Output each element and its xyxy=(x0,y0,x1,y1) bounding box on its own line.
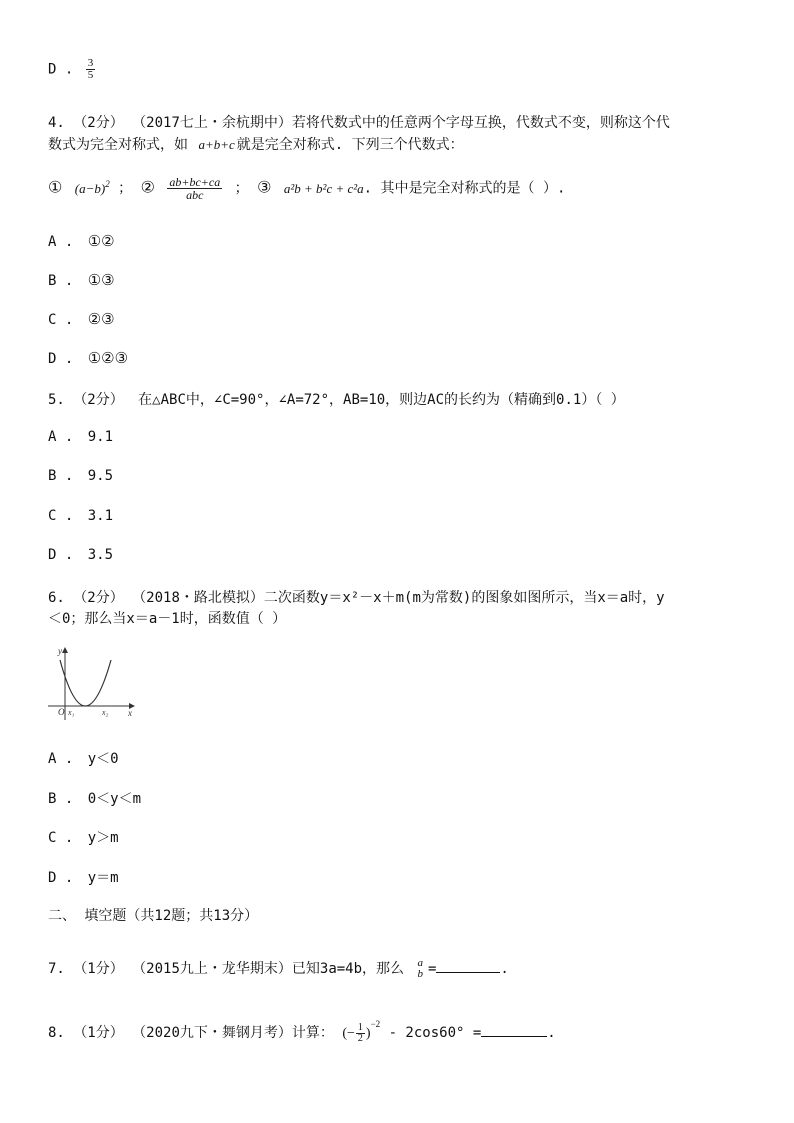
q5-option-d[interactable] xyxy=(48,547,113,563)
question-number: 6. xyxy=(48,590,65,606)
item-marker: ① xyxy=(48,177,63,197)
option-text: ②③ xyxy=(87,310,115,328)
q6-option-b[interactable] xyxy=(48,788,141,808)
q4-items-line xyxy=(48,176,565,201)
question-score: （2分） xyxy=(73,115,124,131)
math-close: ) xyxy=(365,1026,371,1041)
option-label: B . xyxy=(48,468,74,484)
option-label: C . xyxy=(48,312,74,328)
question-number: 4. xyxy=(48,115,65,131)
math-expression: (a−b) xyxy=(74,180,106,196)
option-label: C . xyxy=(48,508,74,524)
question-source: （2020九下・舞钢月考） xyxy=(132,1025,292,1041)
x2-label: x₂ xyxy=(102,708,109,717)
option-text: 9.5 xyxy=(87,468,114,484)
equals: = xyxy=(427,961,437,977)
option-text: 3.5 xyxy=(87,547,114,563)
question-score: （1分） xyxy=(73,1025,124,1041)
section-title: 二、 填空题（共12题；共13分） xyxy=(48,908,259,924)
question-source: （2018・路北模拟） xyxy=(132,590,264,606)
fraction-numerator: 3 xyxy=(87,57,94,69)
fraction-numerator: 1 xyxy=(357,1021,363,1033)
option-text: 3.1 xyxy=(87,508,114,524)
fraction xyxy=(167,176,222,201)
y-axis-label: y xyxy=(58,646,62,656)
option-text: y＜0 xyxy=(87,751,119,767)
fraction-denominator: abc xyxy=(186,188,204,202)
question-stem: 已知3a=4b，那么 xyxy=(291,961,405,977)
period: . xyxy=(500,961,509,977)
question-stem: 若将代数式中的任意两个字母互换，代数式不变，则称这个代 xyxy=(291,115,670,131)
option-label: B . xyxy=(48,273,74,289)
option-text: ①② xyxy=(87,232,115,250)
fraction-numerator: ab+bc+ca xyxy=(169,175,221,189)
question-tail: . 其中是完全对称式的是（ ）. xyxy=(363,180,566,197)
q6-stem-line1 xyxy=(48,587,665,607)
origin-label: O xyxy=(58,707,65,717)
question-number: 8. xyxy=(48,1025,65,1041)
q5-stem xyxy=(48,389,625,409)
q5-option-a[interactable] xyxy=(48,429,113,445)
math-open: (− xyxy=(342,1026,355,1041)
fraction-denominator: 2 xyxy=(357,1032,363,1044)
question-stem: ＜0；那么当x＝a－1时，函数值（ ） xyxy=(48,611,287,627)
q3-option-d xyxy=(48,58,95,81)
question-stem: 就是完全对称式. 下列三个代数式： xyxy=(236,137,464,153)
q4-option-a[interactable] xyxy=(48,232,115,250)
math-expression: a+b+c xyxy=(198,137,235,152)
q6-option-c[interactable] xyxy=(48,827,119,847)
fraction xyxy=(86,58,96,81)
option-label: D . xyxy=(48,547,74,563)
q8-stem xyxy=(48,1019,556,1044)
answer-blank[interactable] xyxy=(481,1024,547,1037)
option-text: 0＜y＜m xyxy=(87,791,142,807)
question-score: （1分） xyxy=(73,961,124,977)
fraction xyxy=(356,1023,365,1044)
q6-stem-line2 xyxy=(48,608,286,628)
exponent: 2 xyxy=(105,178,110,189)
q4-stem-line2 xyxy=(48,134,464,154)
question-number: 7. xyxy=(48,961,65,977)
x-axis-label: x xyxy=(128,708,132,718)
option-text: ①③ xyxy=(87,271,115,289)
separator: ； xyxy=(118,180,133,197)
q4-option-b[interactable] xyxy=(48,271,115,289)
question-tail: - 2cos60° = xyxy=(380,1025,482,1041)
item-marker: ② xyxy=(140,177,155,197)
separator: ； xyxy=(234,180,249,197)
q5-option-b[interactable] xyxy=(48,468,113,484)
fraction-denominator: 5 xyxy=(87,69,94,81)
option-text: 9.1 xyxy=(87,429,114,445)
q4-option-c[interactable] xyxy=(48,310,115,328)
option-label: B . xyxy=(48,791,74,807)
q5-option-c[interactable] xyxy=(48,508,113,524)
question-stem: 二次函数y＝x²－x＋m(m为常数)的图象如图所示，当x＝a时，y xyxy=(263,590,665,606)
fraction-denominator: b xyxy=(417,968,423,980)
question-score: （2分） xyxy=(73,392,124,408)
option-text: ①②③ xyxy=(87,349,129,367)
question-source: （2017七上・余杭期中） xyxy=(132,115,292,131)
question-stem: 数式为完全对称式，如 xyxy=(48,137,188,153)
fraction xyxy=(415,958,425,980)
question-stem: 计算： xyxy=(291,1025,334,1041)
option-label: D . xyxy=(48,870,74,886)
option-text: y＞m xyxy=(87,830,119,846)
question-number: 5. xyxy=(48,392,65,408)
option-label: C . xyxy=(48,830,74,846)
question-source: （2015九上・龙华期末） xyxy=(132,961,292,977)
option-label: D . xyxy=(48,61,74,78)
item-marker: ③ xyxy=(257,177,272,197)
math-expression: a²b + b²c + c²a xyxy=(283,180,364,196)
x1-label: x₁ xyxy=(68,708,75,717)
option-label: D . xyxy=(48,351,74,367)
q6-option-a[interactable] xyxy=(48,748,119,768)
option-text: y＝m xyxy=(87,870,119,886)
answer-blank[interactable] xyxy=(436,960,500,973)
parabola-graph xyxy=(44,642,144,722)
q7-stem xyxy=(48,958,509,980)
q4-option-d[interactable] xyxy=(48,349,128,367)
q4-stem-line1 xyxy=(48,112,670,132)
fraction-numerator: a xyxy=(417,957,423,969)
exponent: −2 xyxy=(370,1019,381,1030)
option-label: A . xyxy=(48,234,74,250)
parabola-curve xyxy=(60,660,111,706)
question-score: （2分） xyxy=(73,590,124,606)
period: . xyxy=(547,1025,556,1041)
option-label: A . xyxy=(48,429,74,445)
question-stem: 在△ABC中，∠C=90°，∠A=72°，AB=10，则边AC的长约为（精确到0.1）（ ） xyxy=(138,392,625,408)
option-label: A . xyxy=(48,751,74,767)
q6-option-d[interactable] xyxy=(48,867,119,887)
